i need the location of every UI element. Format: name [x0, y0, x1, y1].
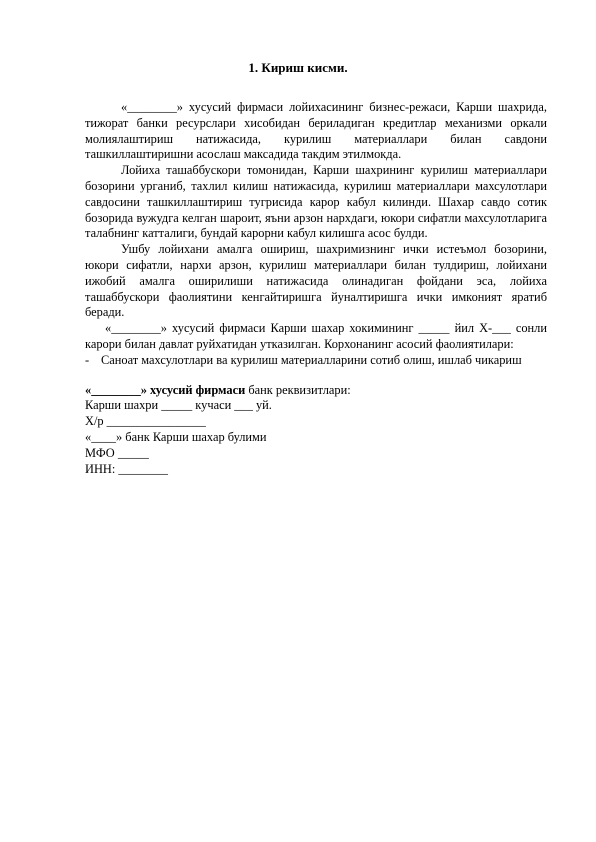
paragraph-initiator: Лойиха ташаббускори томонидан, Карши шахрининг курилиш материаллари бозорини урганиб, тахлил килиш натижасида, курилиш материаллари махсулотлари савдосини ташкиллаштириш тугрисида карор кабул килинди. Шахар савдо сотик бозорида вужудга келган шароит, яъни арзон нархдаги, юкори сифатли махсулотларига талабнинг катталиги, бундай карорни кабул килишга асос булди. [85, 163, 547, 241]
paragraph-registration: «________» хусусий фирмаси Карши шахар хокимининг _____ йил Х-___ сонли карори билан давлат руйхатидан утказилган. Корхонанинг асосий фаолиятилари: [85, 321, 547, 351]
requisite-bank: «____» банк Карши шахар булими [85, 429, 267, 444]
requisites-heading-bold: «________» хусусий фирмаси [85, 382, 246, 397]
paragraph-implementation: Ушбу лойихани амалга ошириш, шахримизнинг ички истеъмол бозорини, юкори сифатли, нархи арзон, курилиш материаллари билан тулдириш, лойихани ижобий амалга оширилиши натижасида олинадиган фойдани эса, лойиха ташаббускори фаолиятини кенгайтиришга йуналтиришга ички имконият яратиб беради. [85, 242, 547, 320]
section-title: 1. Кириш кисми. [248, 60, 348, 75]
paragraph-intro: «________» хусусий фирмаси лойихасининг бизнес-режаси, Карши шахрида, тижорат банки ресурслари хисобидан бериладиган кредитлар механизми оркали молиялаштириш натижасида, курилиш материаллари билан савдони ташкиллаштиришни асослаш максадида такдим этилмокда. [85, 100, 547, 162]
activity-list-item [85, 353, 547, 369]
requisite-inn: ИНН: ________ [85, 461, 168, 476]
requisite-account: Х/р ________________ [85, 414, 206, 429]
requisite-mfo: МФО _____ [85, 445, 149, 460]
document-body [85, 100, 547, 477]
requisites-heading [85, 383, 547, 399]
activity-text: Саноат махсулотлари ва курилиш материалларини сотиб олиш, ишлаб чикариш [101, 352, 522, 367]
requisites-heading-rest: банк реквизитлари: [245, 382, 351, 397]
requisite-address: Карши шахри _____ кучаси ___ уй. [85, 398, 272, 413]
dash-marker: - [85, 352, 90, 367]
